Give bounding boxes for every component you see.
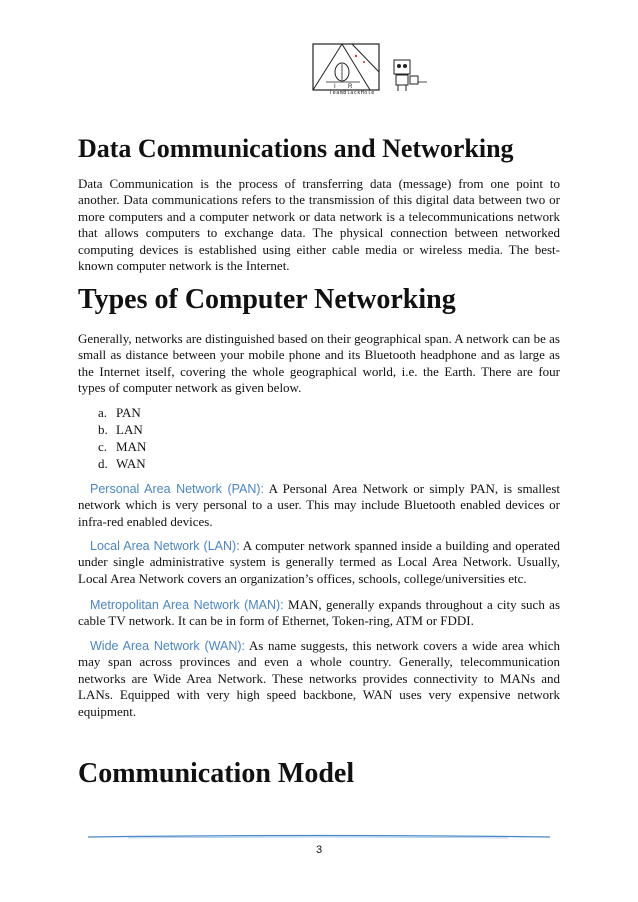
footer-divider (88, 834, 550, 839)
section-paragraph: Generally, networks are distinguished based on their geographical span. A network can be as small as distance between your mobile phone and its Bluetooth headphone and as large as the Internet itself, covering the whole geographical world, i.e. the Earth. There are four types of computer network as given below. (78, 331, 560, 396)
definition-lan: Local Area Network (LAN): A computer network spanned inside a building and operated under single administrative system is generally termed as Local Area Network. Usually, Local Area Network covers an organization’s offices, schools, college/universities etc. (78, 538, 560, 586)
list-item: c. MAN (98, 439, 147, 454)
network-types-list (98, 404, 146, 472)
definition-pan: Personal Area Network (PAN): A Personal Area Network or simply PAN, is smallest network which is very personal to a user. This may include Bluetooth enabled devices or infra-red enabled devices. (78, 481, 560, 529)
section-paragraph: Data Communication is the process of transferring data (message) from one point to another. Data communications refers to the transmission of this digital data between two or more computers and a computer network or data network is a telecommunications network that allows computers to exchange data. The physical connection between networked computing devices is established using either cable media or wireless media. The best-known computer network is the Internet. (78, 176, 560, 274)
logo-letter-i: I (334, 84, 336, 90)
list-item: a. PAN (98, 405, 141, 420)
definition-man: Metropolitan Area Network (MAN): MAN, generally expands throughout a city such as cable TV network. It can be in form of Ethernet, Token-ring, ATM or FDDI. (78, 597, 561, 629)
logo-caption: TeamBlackHole (329, 90, 375, 96)
list-item: d. WAN (98, 456, 146, 471)
section-title-data-communications: Data Communications and Networking (78, 134, 514, 163)
list-item: b. LAN (98, 422, 143, 437)
section-title-types-of-networking: Types of Computer Networking (78, 284, 456, 315)
page-number: 3 (315, 844, 323, 856)
definition-wan: Wide Area Network (WAN): As name suggests, this network covers a wide area which may span across provinces and even a whole country. Generally, telecommunication networks are Wide Area Network. These networks provides connectivity to MANs and LANs. Equipped with very high speed backbone, WAN uses very expensive network equipment. (78, 638, 560, 719)
section-title-communication-model: Communication Model (78, 758, 355, 789)
term-wan: Wide Area Network (WAN): (90, 639, 246, 653)
term-pan: Personal Area Network (PAN): (90, 482, 265, 496)
logo-letter-r: R (348, 84, 353, 90)
term-lan: Local Area Network (LAN): (90, 539, 240, 553)
term-man: Metropolitan Area Network (MAN): (90, 598, 284, 612)
